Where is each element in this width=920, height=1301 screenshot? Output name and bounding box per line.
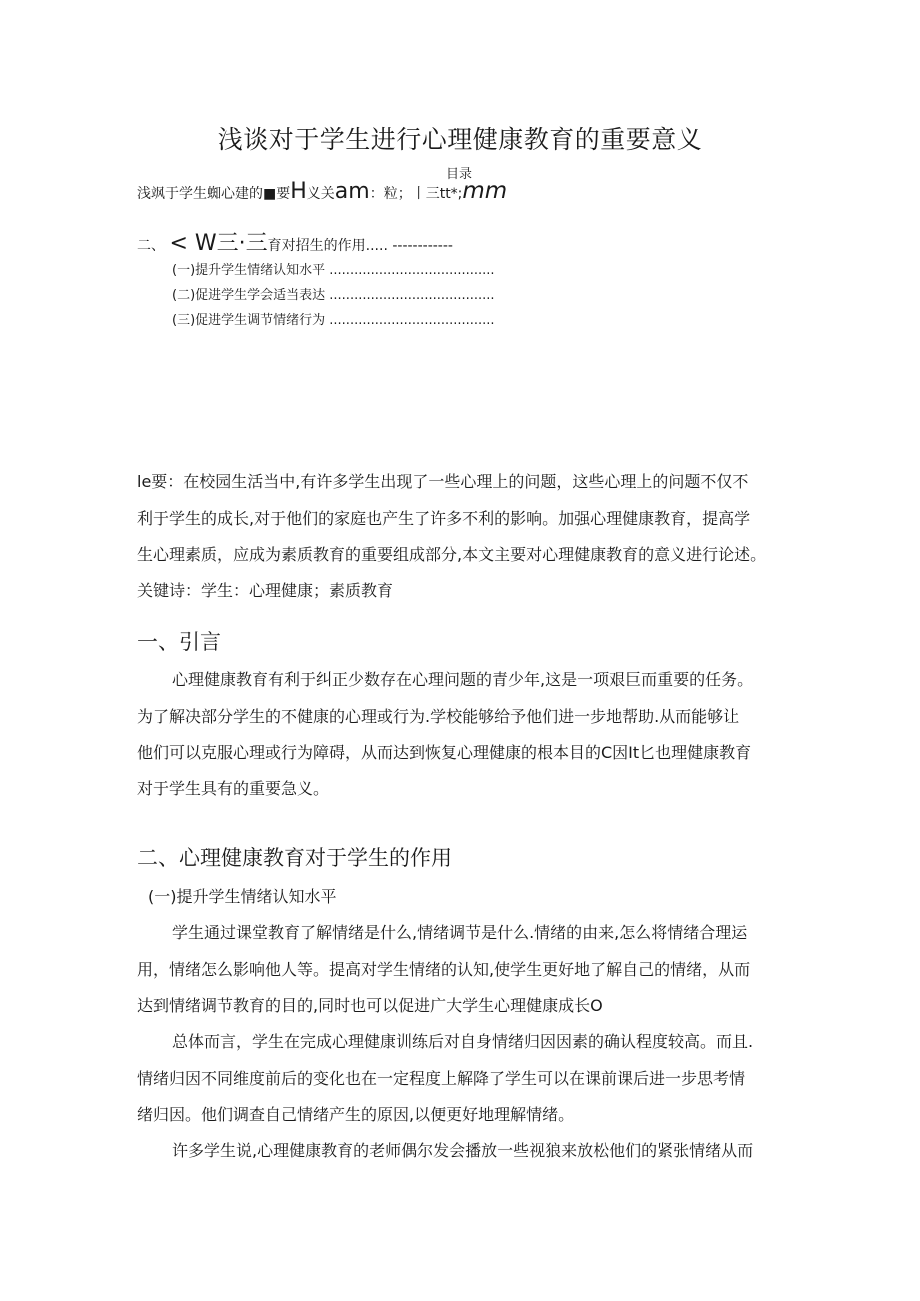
abstract-line-1: le要：在校园生活当中,有许多学生出现了一些心理上的问题，这些心理上的问题不仅不	[137, 472, 749, 491]
keywords: 关键诗：学生：心理健康；素质教育	[137, 581, 394, 600]
toc-entry-2	[137, 226, 453, 257]
toc-entry-1-part-b: H	[290, 179, 307, 204]
toc-entry-1-part-d: am	[334, 179, 370, 204]
toc-entry-1	[137, 178, 507, 204]
toc-subentry-2: (二)促进学生学会适当表达 ........................................	[172, 288, 495, 303]
section-1-line-4: 对于学生具有的重要急义。	[137, 779, 330, 798]
paragraph-1-line-3: 达到情绪调节教育的目的,同时也可以促进广大学生心理健康成长O	[137, 996, 603, 1015]
toc-entry-1-part-a: 浅飒于学生蜘心建的■要	[137, 186, 291, 202]
subsection-2-1-heading: (一)提升学生情绪认知水平	[148, 887, 337, 906]
toc-entry-2-number: 二、	[137, 238, 165, 254]
toc-entry-2-garbled: < W三·三	[169, 231, 268, 256]
section-1-line-3: 他们可以克服心理或行为障碍，从而达到恢复心理健康的根本目的C因It匕也理健康教育	[137, 743, 752, 762]
abstract-line-3: 生心理素质，应成为素质教育的重要组成部分,本文主要对心理健康教育的意义进行论述。	[137, 545, 767, 564]
section-2-heading: 二、心理健康教育对于学生的作用	[137, 846, 452, 870]
paragraph-1-line-2: 用，情绪怎么影响他人等。提高对学生情绪的认知,使学生更好地了解自己的情绪，从而	[137, 960, 751, 979]
paragraph-2-line-2: 情绪归因不同维度前后的变化也在一定程度上解降了学生可以在课前课后进一步思考情	[137, 1069, 746, 1088]
abstract-line-2: 利于学生的成长,对于他们的家庭也产生了许多不利的影响。加强心理健康教育，提高学	[137, 509, 751, 528]
toc-entry-1-part-f: mm	[462, 178, 508, 204]
toc-entry-1-part-e: ：粒；丨三tt*;	[369, 186, 463, 202]
section-1-line-1: 心理健康教育有利于纠正少数存在心理问题的青少年,这是一项艰巨而重要的任务。	[172, 670, 754, 689]
toc-entry-1-part-c: 义关	[306, 186, 335, 202]
toc-subentry-3: (三)促进学生调节情绪行为 ........................................	[172, 313, 495, 328]
paragraph-3-line-1: 许多学生说,心理健康教育的老师偶尔发会播放一些视狼来放松他们的紧张情绪从而	[172, 1141, 754, 1160]
document-title: 浅谈对于学生进行心理健康教育的重要意义	[217, 125, 703, 154]
paragraph-1-line-1: 学生通过课堂教育了解情绪是什么,情绪调节是什么.情绪的由来,怎么将情绪合理运	[172, 923, 748, 942]
toc-heading: 目录	[446, 167, 473, 182]
paragraph-2-line-3: 绪归因。他们调查自己情绪产生的原因,以便更好地理解情绪。	[137, 1105, 575, 1124]
section-1-heading: 一、引言	[137, 630, 221, 654]
toc-entry-2-text: 育对招生的作用..... ------------	[267, 238, 453, 254]
toc-subentry-1: (一)提升学生情绪认知水平 ........................................	[172, 263, 495, 278]
paragraph-2-line-1: 总体而言，学生在完成心理健康训练后对自身情绪归因因素的确认程度较高。而且.	[172, 1032, 754, 1051]
section-1-line-2: 为了解决部分学生的不健康的心理或行为.学校能够给予他们进一步地帮助.从而能够让	[137, 707, 740, 726]
